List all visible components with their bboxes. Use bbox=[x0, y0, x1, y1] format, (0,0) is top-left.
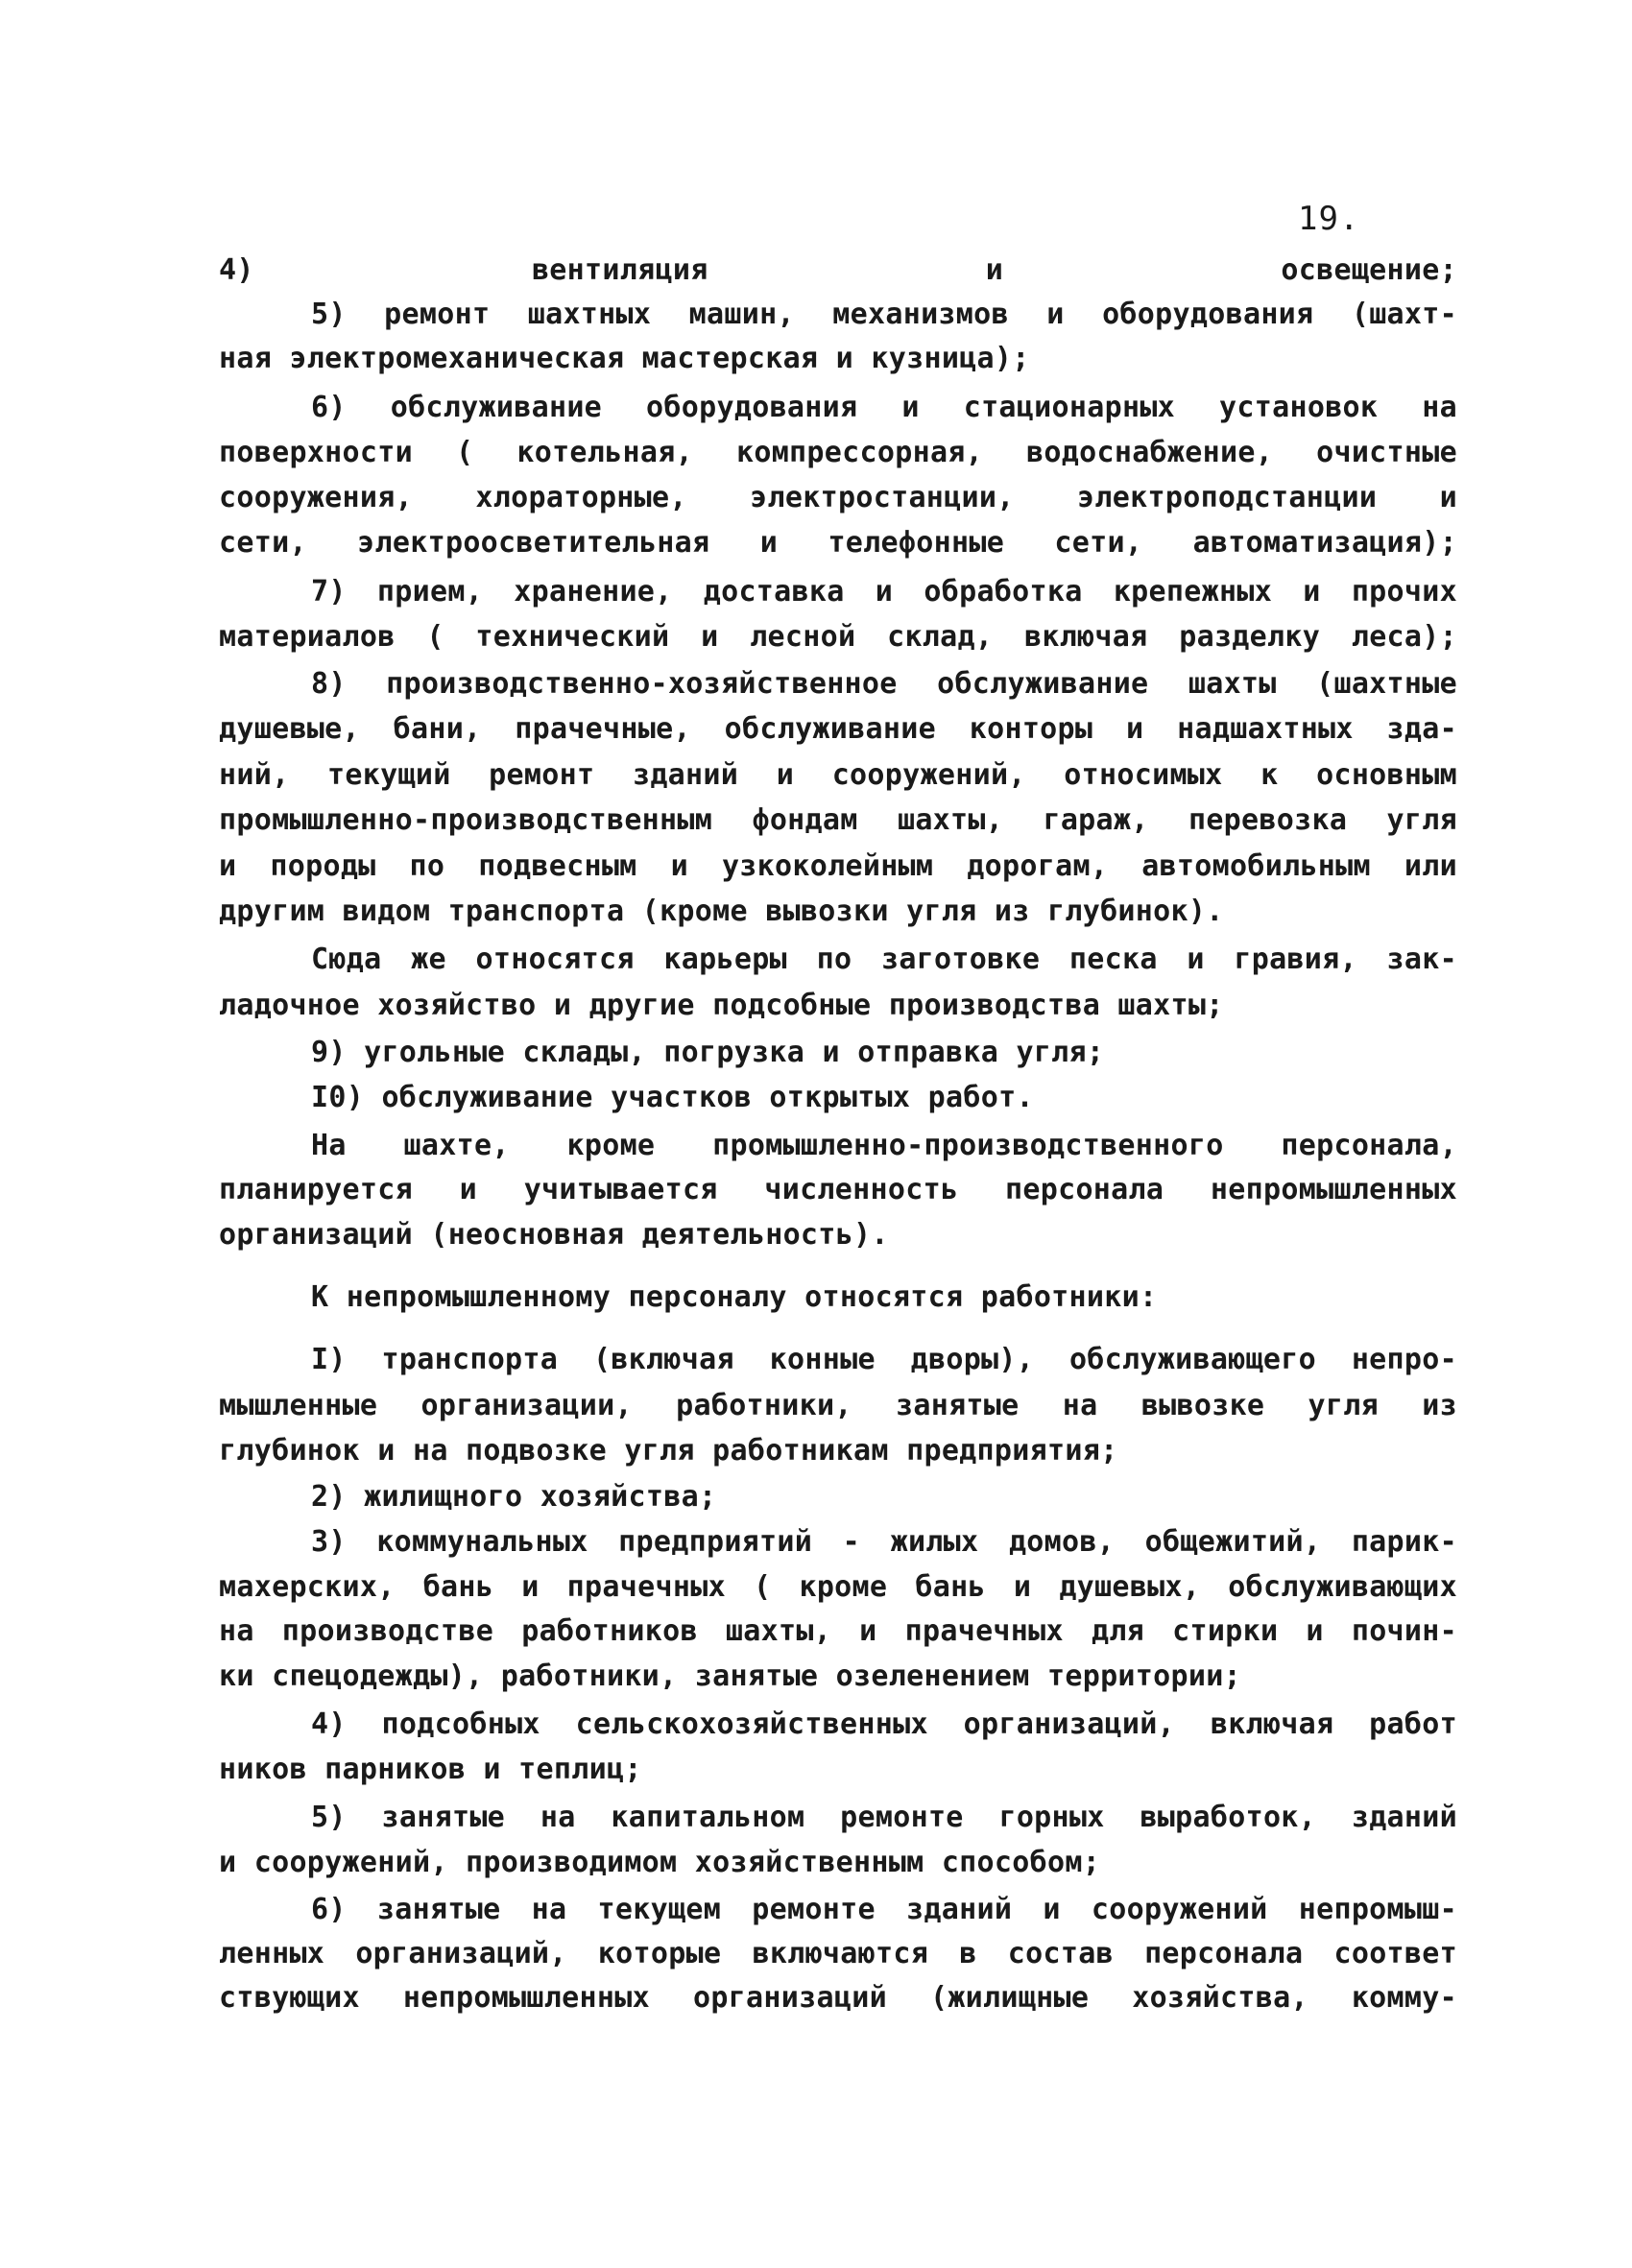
text-line: 6) занятые на текущем ремонте зданий и сооружений непромыш- bbox=[311, 1893, 1457, 1926]
text-line: ленных организаций, которые включаются в состав персонала соответ bbox=[219, 1937, 1457, 1970]
text-line: I0) обслуживание участков открытых работ. bbox=[311, 1081, 1034, 1114]
text-line: 8) производственно-хозяйственное обслуживание шахты (шахтные bbox=[311, 667, 1457, 701]
text-line: 5) занятые на капитальном ремонте горных выработок, зданий bbox=[311, 1801, 1457, 1834]
text-line: материалов ( технический и лесной склад, включая разделку леса); bbox=[219, 620, 1457, 654]
text-line: душевые, бани, прачечные, обслуживание конторы и надшахтных зда- bbox=[219, 712, 1457, 746]
text-line: поверхности ( котельная, компрессорная, водоснабжение, очистные bbox=[219, 436, 1457, 469]
text-line: другим видом транспорта (кроме вывозки угля из глубинок). bbox=[219, 895, 1224, 928]
text-line: На шахте, кроме промышленно-производственного персонала, bbox=[311, 1129, 1457, 1162]
text-line: 9) угольные склады, погрузка и отправка угля; bbox=[311, 1036, 1105, 1069]
text-line: 2) жилищного хозяйства; bbox=[311, 1480, 717, 1514]
text-line: 3) коммунальных предприятий - жилых домов, общежитий, парик- bbox=[311, 1525, 1457, 1559]
text-line: мышленные организации, работники, занятые на вывозке угля из bbox=[219, 1389, 1457, 1422]
text-line: ний, текущий ремонт зданий и сооружений, относимых к основным bbox=[219, 758, 1457, 792]
text-line: 7) прием, хранение, доставка и обработка крепежных и прочих bbox=[311, 575, 1457, 609]
text-line: и породы по подвесным и узкоколейным дорогам, автомобильным или bbox=[219, 849, 1457, 883]
text-line: и сооружений, производимом хозяйственным способом; bbox=[219, 1846, 1101, 1879]
text-line: К непромышленному персоналу относятся работники: bbox=[311, 1280, 1158, 1314]
text-line: 4) подсобных сельскохозяйственных организаций, включая работ bbox=[311, 1707, 1457, 1741]
text-line: ная электромеханическая мастерская и кузница); bbox=[219, 342, 1030, 375]
text-line: сети, электроосветительная и телефонные сети, автоматизация); bbox=[219, 526, 1457, 560]
text-line: ладочное хозяйство и другие подсобные производства шахты; bbox=[219, 989, 1224, 1022]
text-line: I) транспорта (включая конные дворы), обслуживающего непро- bbox=[311, 1343, 1457, 1376]
text-line: глубинок и на подвозке угля работникам предприятия; bbox=[219, 1434, 1118, 1468]
text-line: 5) ремонт шахтных машин, механизмов и оборудования (шахт- bbox=[311, 298, 1457, 331]
text-line: на производстве работников шахты, и прачечных для стирки и почин- bbox=[219, 1614, 1457, 1648]
text-line: махерских, бань и прачечных ( кроме бань и душевых, обслуживающих bbox=[219, 1570, 1457, 1604]
text-line: ствующих непромышленных организаций (жилищные хозяйства, комму- bbox=[219, 1981, 1457, 2015]
text-line: планируется и учитывается численность персонала непромышленных bbox=[219, 1173, 1457, 1206]
text-line: организаций (неосновная деятельность). bbox=[219, 1218, 889, 1252]
text-line: сооружения, хлораторные, электростанции, электроподстанции и bbox=[219, 481, 1457, 514]
text-line: ки спецодежды), работники, занятые озеленением территории; bbox=[219, 1659, 1241, 1693]
text-line: 4) вентиляция и освещение; bbox=[219, 253, 1457, 287]
text-line: промышленно-производственным фондам шахты, гараж, перевозка угля bbox=[219, 803, 1457, 837]
text-line: Сюда же относятся карьеры по заготовке песка и гравия, зак- bbox=[311, 943, 1457, 976]
page-number: 19. bbox=[1298, 200, 1360, 238]
text-line: ников парников и теплиц; bbox=[219, 1753, 642, 1786]
text-line: 6) обслуживание оборудования и стационарных установок на bbox=[311, 391, 1457, 424]
